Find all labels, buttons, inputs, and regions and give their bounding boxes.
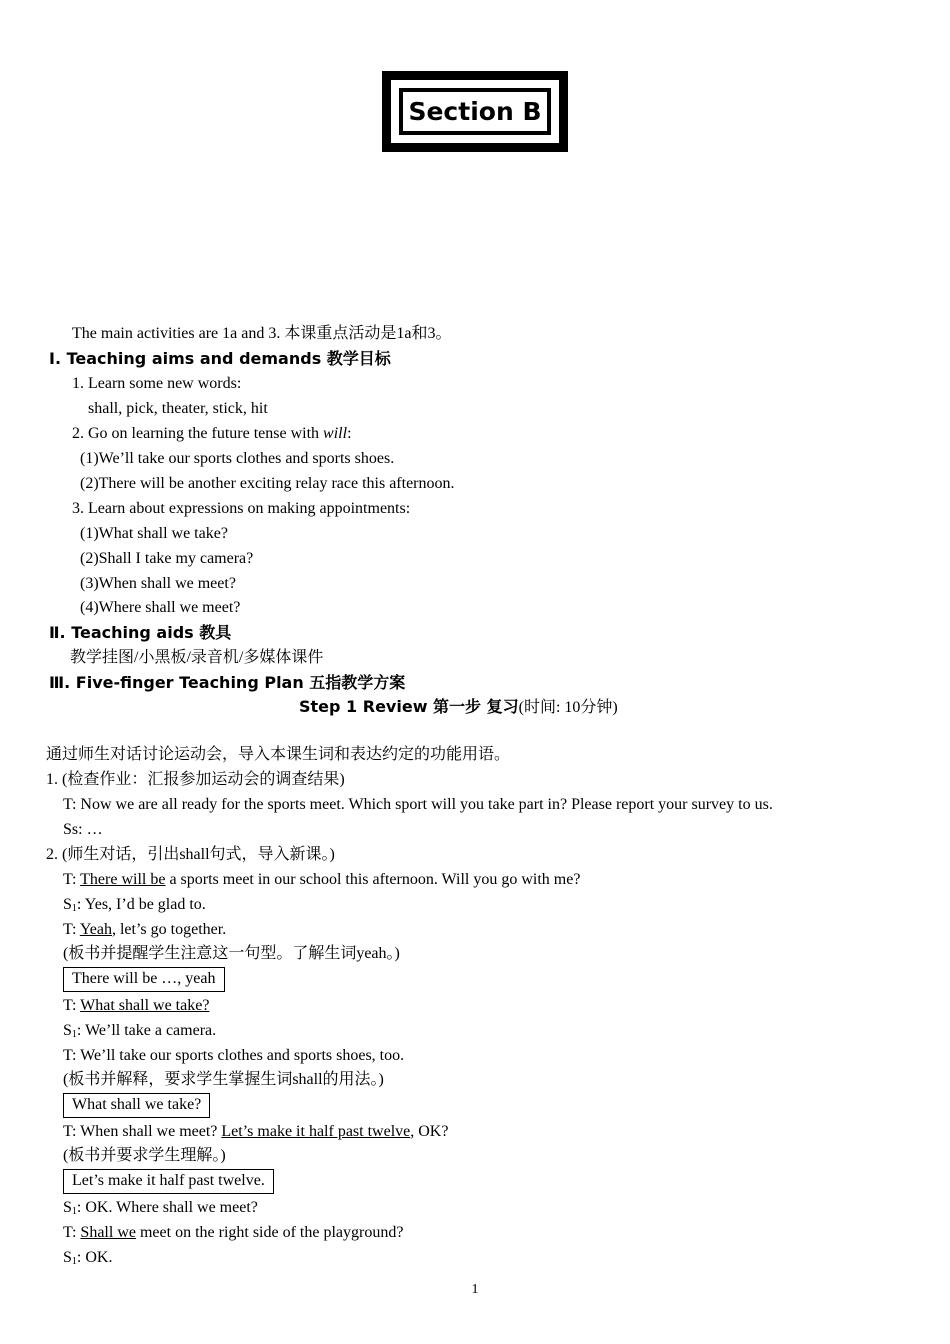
aim-1: 1. Learn some new words: (72, 375, 242, 392)
step-1-description: 通过师生对话讨论运动会，导入本课生词和表达约定的功能用语。 (46, 746, 511, 763)
dialogue-line: T: We’ll take our sports clothes and sports shoes, too. (63, 1047, 405, 1064)
dialogue-line: $S_1$: We’ll take a camera. (63, 1022, 217, 1040)
dialogue-line: T: Shall we meet on the right side of the playground? (63, 1224, 404, 1241)
dialogue-line: Ss: … (63, 821, 103, 838)
dialogue-line: T: Now we are all ready for the sports meet. Which sport will you take part in? Please report your survey to us. (63, 796, 773, 813)
aim-3-example-3: (3)When shall we meet? (80, 575, 236, 592)
step-1-heading: Step 1 Review 第一步 复习(时间: 10分钟) (299, 697, 618, 716)
section-3-heading: Ⅲ. Five-finger Teaching Plan 五指教学方案 (49, 673, 406, 692)
dialogue-line: T: When shall we meet? Let’s make it half past twelve, OK? (63, 1123, 449, 1140)
board-note: (板书并提醒学生注意这一句型。了解生词yeah。) (63, 945, 400, 962)
dialogue-line: T: What shall we take? (63, 997, 210, 1014)
section-2-heading: Ⅱ. Teaching aids 教具 (49, 623, 232, 642)
aim-3-example-4: (4)Where shall we meet? (80, 599, 241, 616)
dialogue-line: T: There will be a sports meet in our school this afternoon. Will you go with me? (63, 871, 581, 888)
aim-3: 3. Learn about expressions on making appointments: (72, 500, 411, 517)
page-number: 1 (471, 1282, 479, 1297)
aim-3-example-2: (2)Shall I take my camera? (80, 550, 254, 567)
board-box: There will be …, yeah (63, 967, 225, 992)
aim-2: 2. Go on learning the future tense with will: (72, 425, 352, 442)
step-1-item-2: 2. (师生对话，引出shall句式，导入新课。) (46, 846, 335, 863)
aim-2-example-1: (1)We’ll take our sports clothes and sports shoes. (80, 450, 395, 467)
teaching-aids: 教学挂图/小黑板/录音机/多媒体课件 (70, 649, 324, 666)
board-box: Let’s make it half past twelve. (63, 1169, 274, 1194)
section-title-frame (382, 71, 568, 152)
board-note: (板书并解释，要求学生掌握生词shall的用法。) (63, 1071, 384, 1088)
board-box: What shall we take? (63, 1093, 210, 1118)
dialogue-line: T: Yeah, let’s go together. (63, 921, 227, 938)
dialogue-line: $S_1$: OK. Where shall we meet? (63, 1199, 258, 1217)
aim-3-example-1: (1)What shall we take? (80, 525, 228, 542)
dialogue-line: $S_1$: Yes, I’d be glad to. (63, 896, 206, 914)
intro-text: The main activities are 1a and 3. 本课重点活动是1a和3。 (72, 325, 452, 342)
aim-2-example-2: (2)There will be another exciting relay race this afternoon. (80, 475, 455, 492)
section-title: Section B (399, 88, 551, 135)
aim-1-words: shall, pick, theater, stick, hit (88, 400, 268, 417)
step-1-item-1: 1. (检查作业：汇报参加运动会的调查结果) (46, 771, 345, 788)
board-note: (板书并要求学生理解。) (63, 1147, 226, 1164)
dialogue-line: $S_1$: OK. (63, 1249, 113, 1267)
section-1-heading: Ⅰ. Teaching aims and demands 教学目标 (49, 349, 391, 368)
